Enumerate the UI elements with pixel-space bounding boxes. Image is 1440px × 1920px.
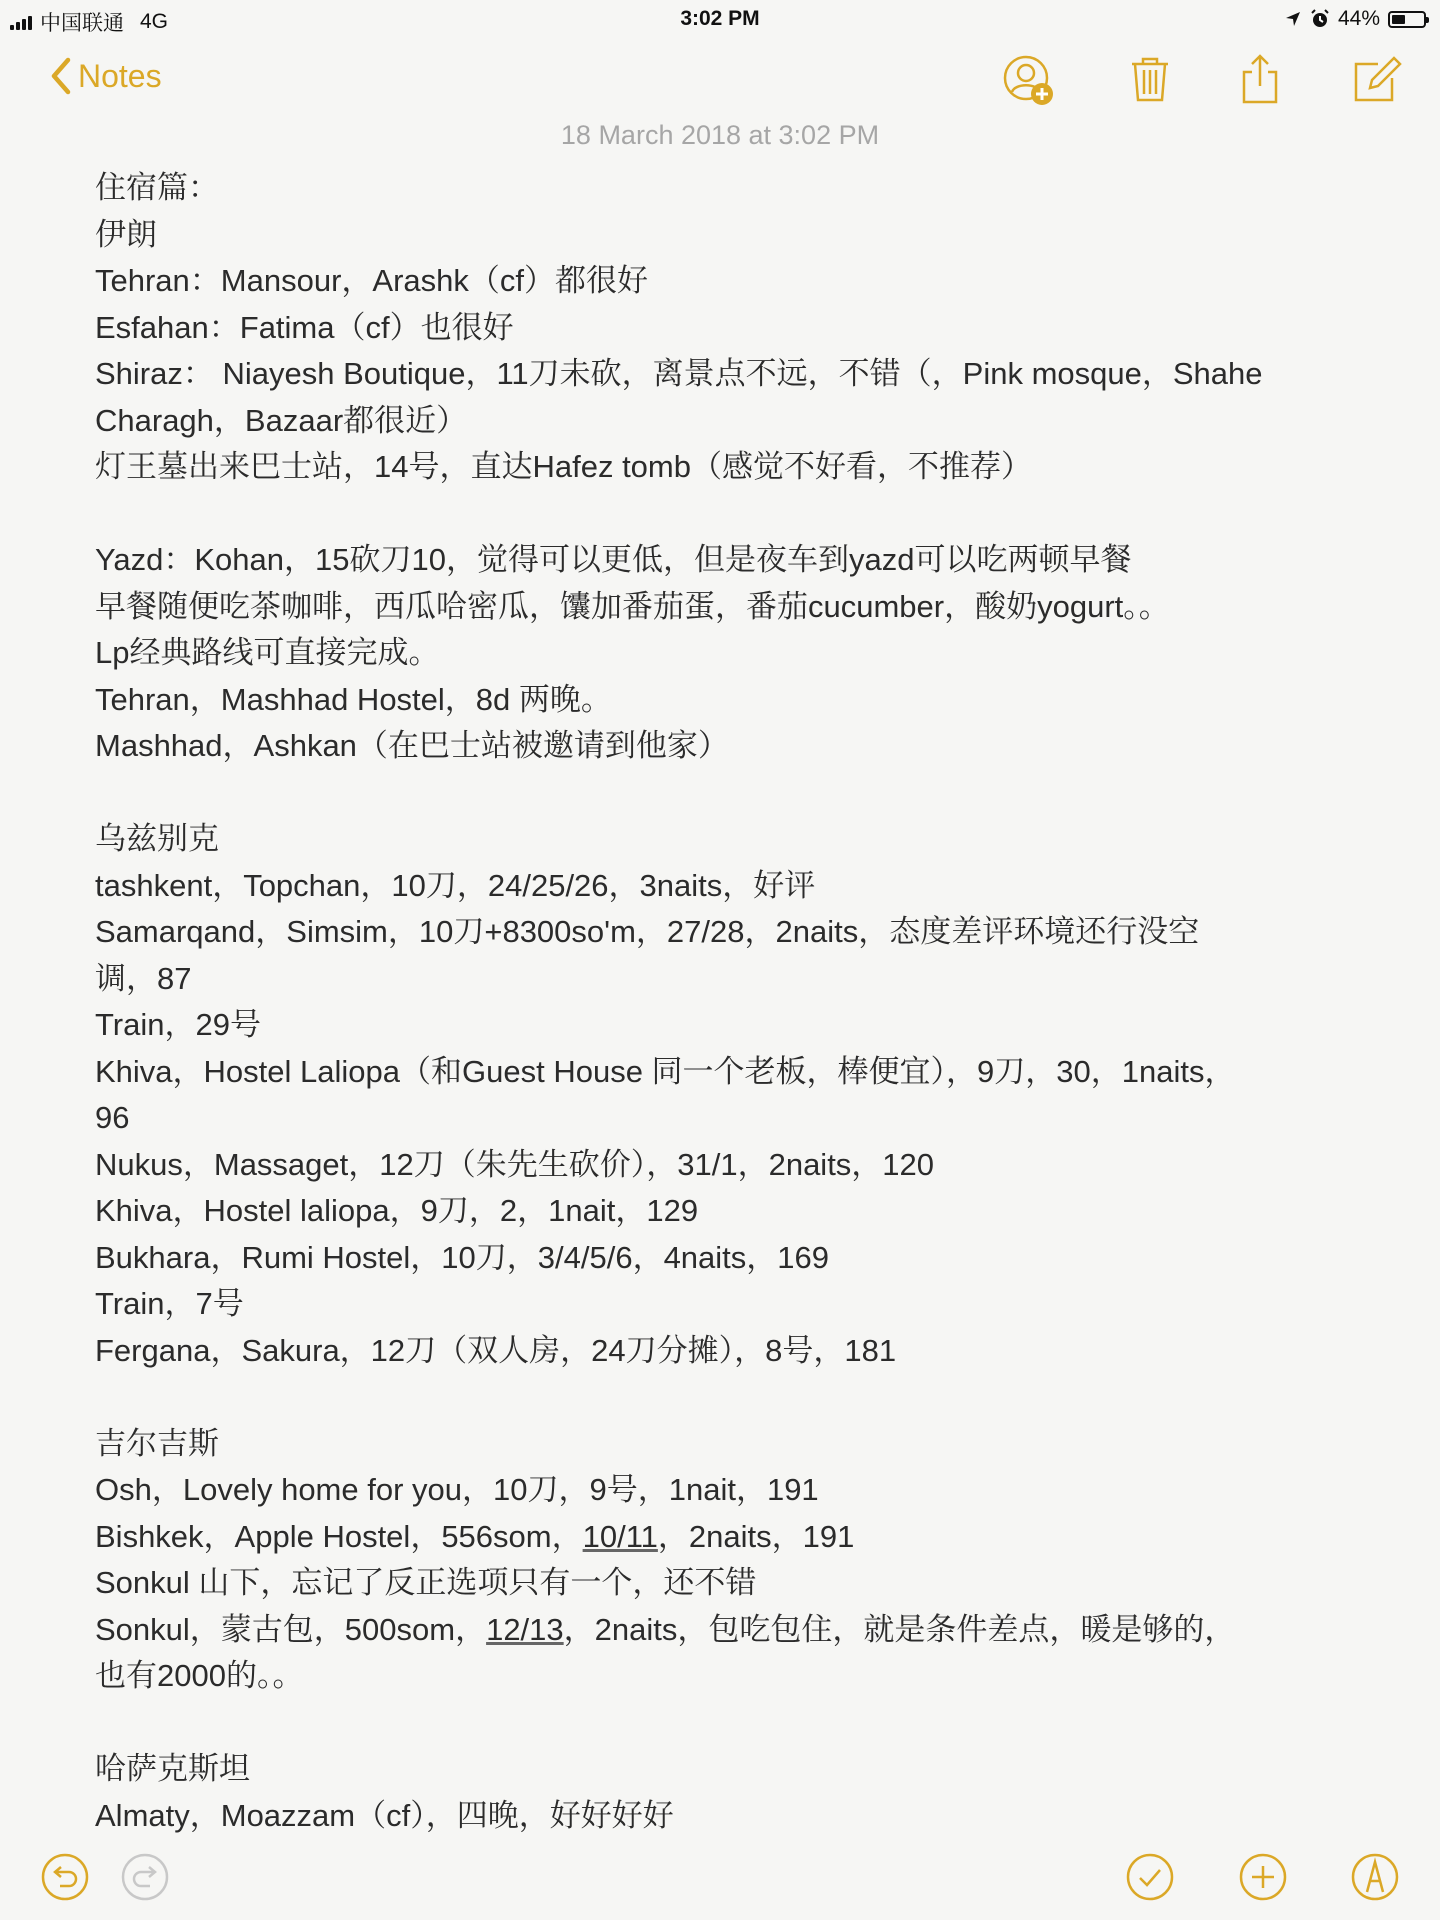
blank-line <box>95 491 1355 538</box>
date-link[interactable]: 12/13 <box>486 1611 564 1647</box>
note-line: 96 <box>95 1100 130 1135</box>
note-line: 早餐随便吃茶咖啡，西瓜哈密瓜，馕加番茄蛋，番茄cucumber，酸奶yogurt。。 <box>95 588 1170 624</box>
network-label: 4G <box>140 10 169 33</box>
nav-bar <box>0 40 1440 120</box>
blank-line <box>95 1374 1355 1421</box>
note-line: Train，7号 <box>95 1286 244 1321</box>
note-line: Train，29号 <box>95 1007 261 1042</box>
note-line: Sonkul，蒙古包，500som，12/13，2naits，包吃包住，就是条件差点，暖是够的， <box>95 1611 1236 1647</box>
alarm-icon <box>1310 9 1330 29</box>
note-line: 伊朗 <box>95 216 157 252</box>
carrier-label: 中国联通 <box>40 12 124 35</box>
note-line: Fergana，Sakura，12刀（双人房，24刀分摊），8号，181 <box>95 1332 897 1368</box>
location-arrow-icon <box>1284 10 1302 28</box>
back-label: Notes <box>78 57 162 94</box>
note-line: Bukhara，Rumi Hostel，10刀，3/4/5/6，4naits，169 <box>95 1239 830 1275</box>
note-line: 吉尔吉斯 <box>95 1425 219 1461</box>
note-line: Mashhad，Ashkan（在巴士站被邀请到他家） <box>95 728 729 763</box>
note-line: Charagh，Bazaar都很近） <box>95 402 468 438</box>
date-link[interactable]: 10/11 <box>582 1518 658 1554</box>
note-line: Lp经典路线可直接完成。 <box>95 635 440 670</box>
note-line: 调，87 <box>95 960 192 996</box>
note-date: 18 March 2018 at 3:02 PM <box>560 120 880 150</box>
chevron-left-icon <box>48 56 74 96</box>
blank-line <box>95 1700 1355 1747</box>
note-body[interactable] <box>95 165 1355 1839</box>
note-line: Khiva，Hostel laliopa，9刀，2，1nait，129 <box>95 1193 699 1228</box>
battery-icon <box>1388 11 1426 28</box>
redo-icon[interactable] <box>120 1852 170 1902</box>
note-line: 也有2000的。。 <box>95 1658 304 1693</box>
status-bar <box>0 0 1440 40</box>
blank-line <box>95 770 1355 817</box>
share-icon[interactable] <box>1232 52 1288 108</box>
note-line: Tehran，Mashhad Hostel，8d 两晚。 <box>95 681 612 717</box>
note-line: 乌兹别克 <box>95 821 219 856</box>
trash-icon[interactable] <box>1122 52 1178 108</box>
note-line: Samarqand，Simsim，10刀+8300so'm，27/28，2naits，态度差评环境还行没空 <box>95 914 1200 949</box>
status-time: 3:02 PM <box>680 7 760 30</box>
status-right <box>1284 7 1426 31</box>
note-line: Tehran：Mansour，Arashk（cf）都很好 <box>95 263 648 298</box>
add-person-icon[interactable] <box>1000 52 1056 108</box>
note-line: Khiva，Hostel Laliopa（和Guest House 同一个老板，棒便宜），9刀，30，1naits， <box>95 1053 1236 1089</box>
note-line: Osh，Lovely home for you，10刀，9号，1nait，191 <box>95 1472 819 1507</box>
note-line: Shiraz： Niayesh Boutique，11刀未砍，离景点不远，不错（，Pink mosque，Shahe <box>95 356 1263 391</box>
back-to-notes-button[interactable] <box>48 56 162 96</box>
note-line: Yazd：Kohan，15砍刀10，觉得可以更低，但是夜车到yazd可以吃两顿早餐 <box>95 542 1132 577</box>
note-line: 住宿篇： <box>95 170 219 205</box>
battery-percent: 44% <box>1337 7 1380 30</box>
undo-icon[interactable] <box>40 1852 90 1902</box>
compose-icon[interactable] <box>1348 52 1404 108</box>
note-line: tashkent，Topchan，10刀，24/25/26，3naits，好评 <box>95 867 816 903</box>
note-line: 灯王墓出来巴士站，14号，直达Hafez tomb（感觉不好看，不推荐） <box>95 449 1032 484</box>
note-line: Nukus，Massaget，12刀（朱先生砍价），31/1，2naits，120 <box>95 1146 935 1182</box>
note-line: Sonkul 山下，忘记了反正选项只有一个，还不错 <box>95 1565 757 1600</box>
note-line: Esfahan：Fatima（cf）也很好 <box>95 309 514 345</box>
markup-icon[interactable] <box>1350 1852 1400 1902</box>
checklist-icon[interactable] <box>1125 1852 1175 1902</box>
note-line: Bishkek，Apple Hostel，556som，10/11，2naits，191 <box>95 1518 855 1554</box>
note-line: Almaty，Moazzam（cf），四晚，好好好好 <box>95 1797 674 1833</box>
note-line: 哈萨克斯坦 <box>95 1751 250 1786</box>
add-icon[interactable] <box>1238 1852 1288 1902</box>
